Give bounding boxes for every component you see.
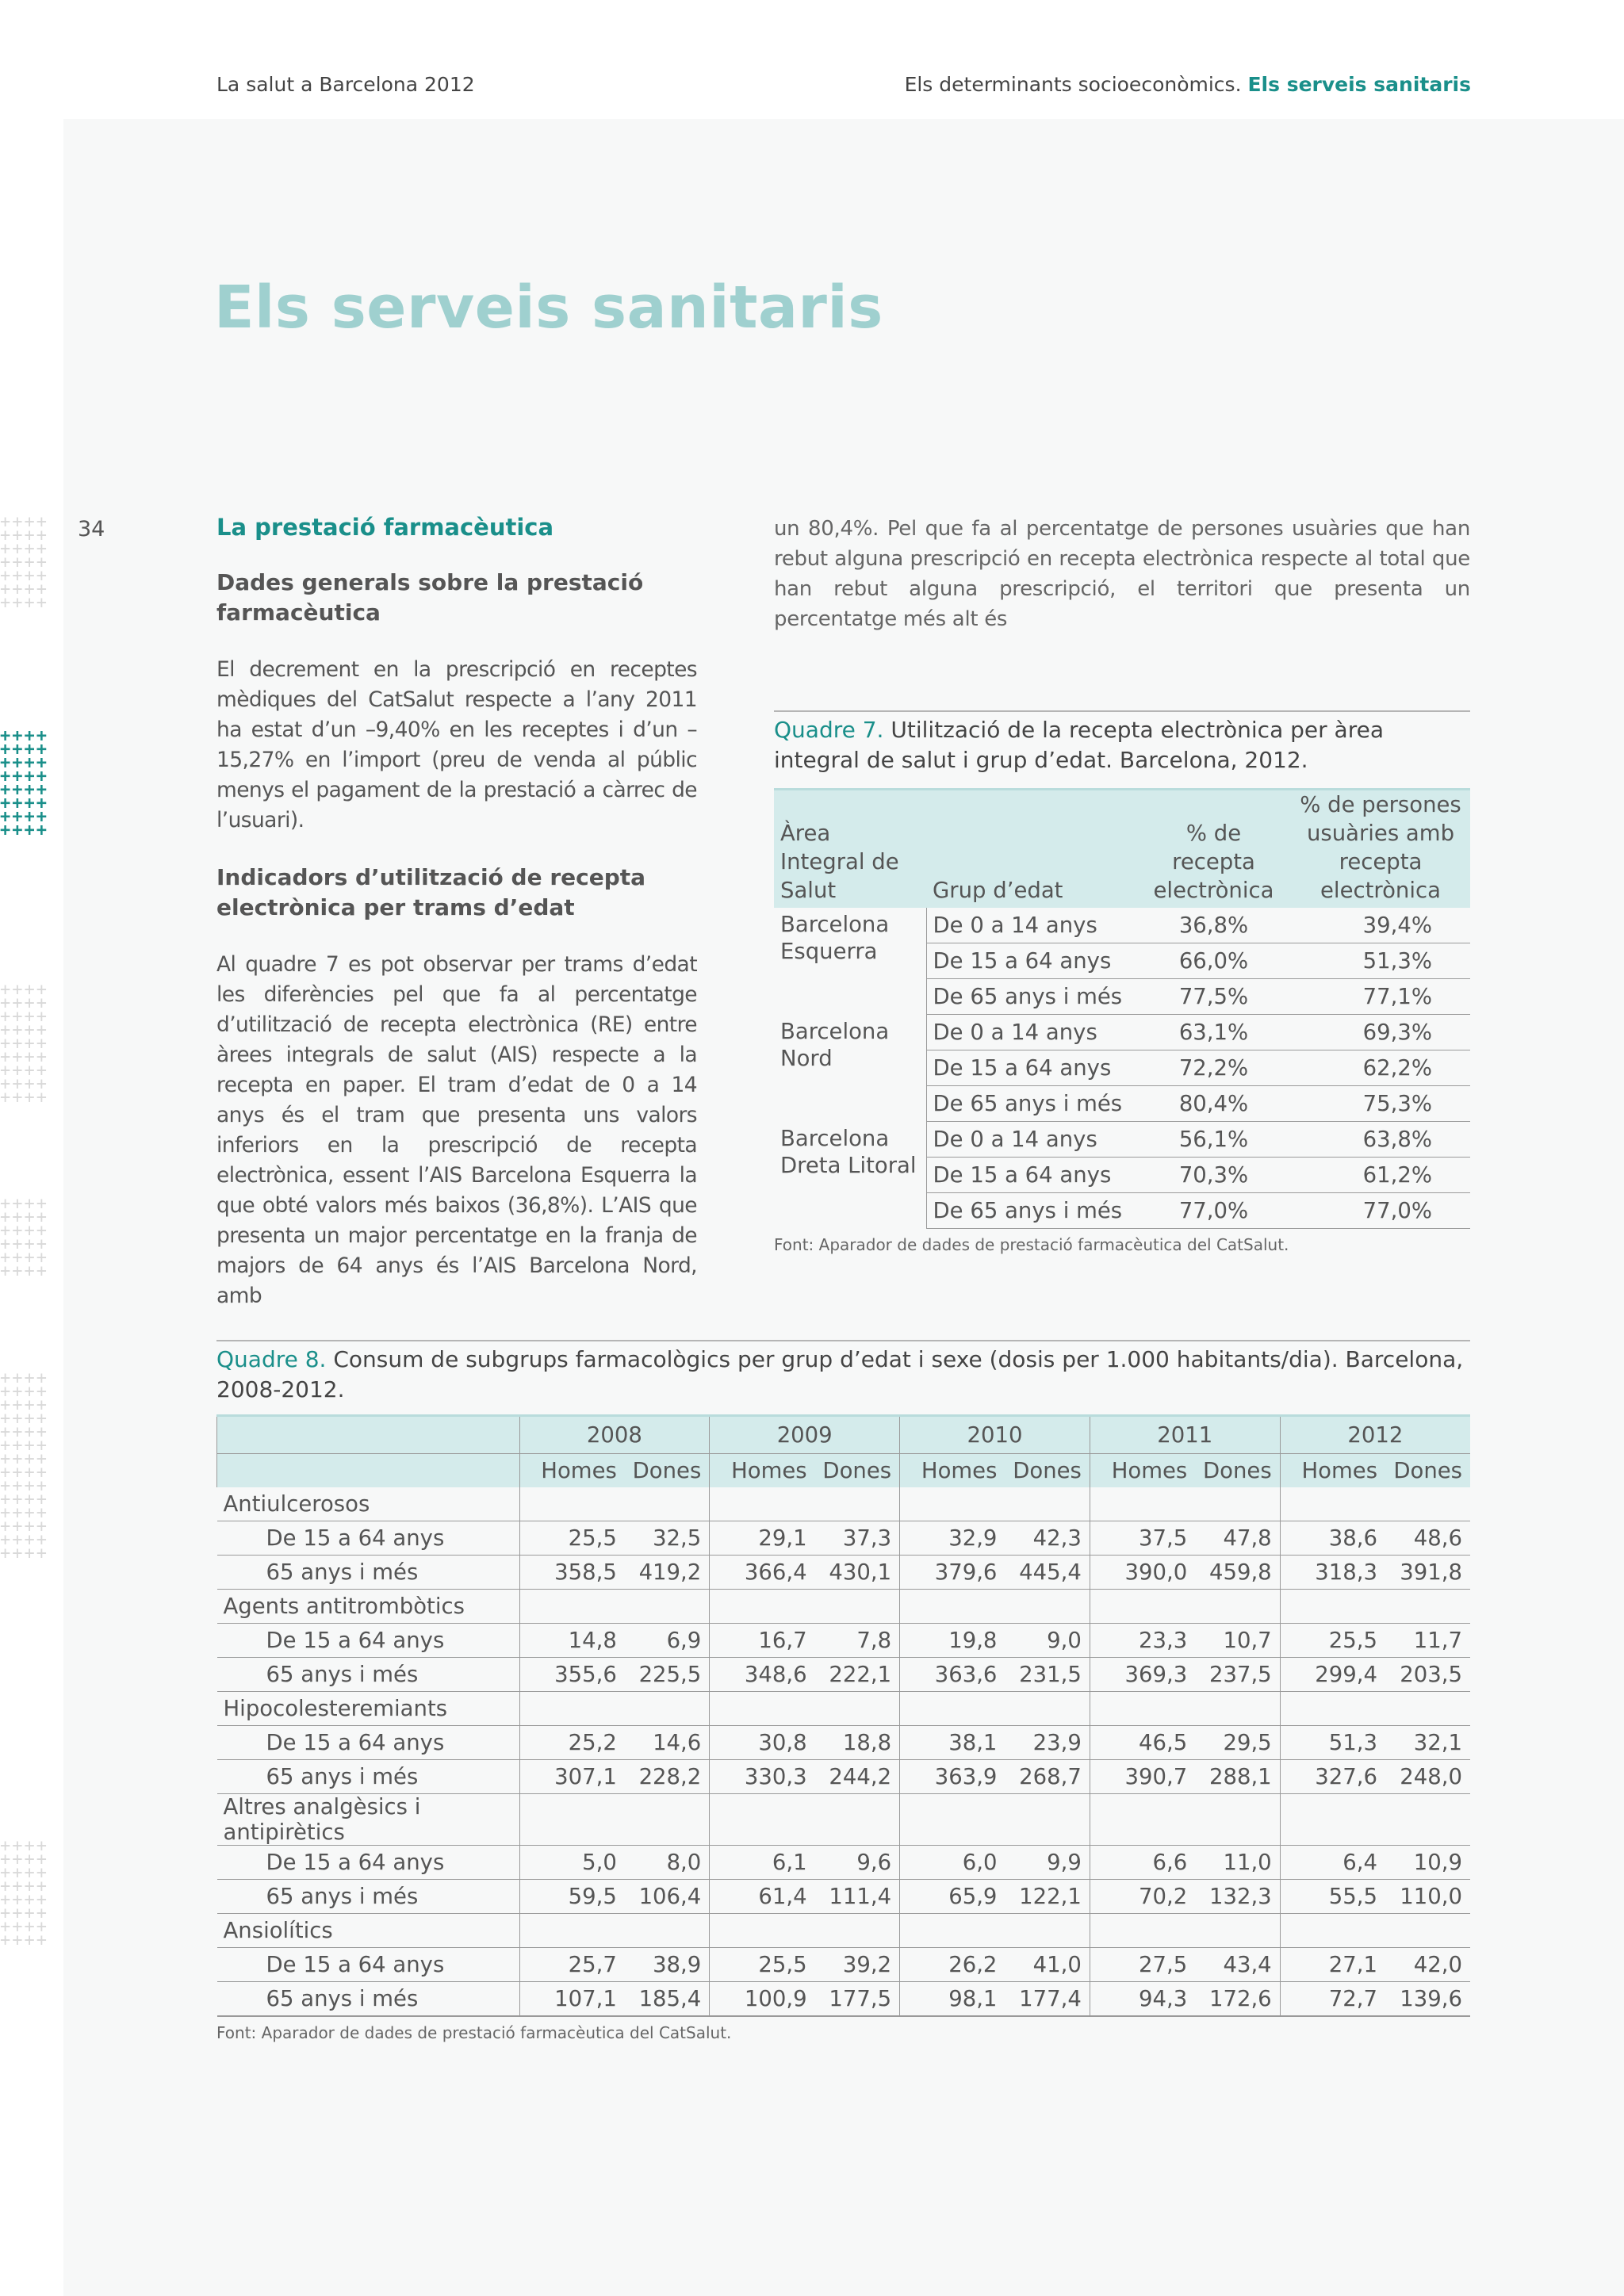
margin-dot-pattern: ++++ ++++ ++++ ++++ ++++ ++++ ++++ [0,512,48,613]
men-value-cell: 72,7 [1280,1982,1385,2017]
pct-re-cell: 36,8% [1136,908,1291,943]
quadre7-source: Font: Aparador de dades de prestació farmacèutica del CatSalut. [774,1235,1289,1254]
men-value-cell [710,1914,815,1948]
men-value-cell: 330,3 [710,1760,815,1794]
men-value-cell: 358,5 [519,1556,625,1590]
pct-re-cell: 77,0% [1136,1193,1291,1229]
women-value-cell: 228,2 [625,1760,710,1794]
men-value-cell [519,1590,625,1624]
women-value-cell [625,1692,710,1726]
women-value-cell: 38,9 [625,1948,710,1982]
men-value-cell [519,1914,625,1948]
men-value-cell: 327,6 [1280,1760,1385,1794]
header-women: Dones [625,1454,710,1488]
men-value-cell: 55,5 [1280,1880,1385,1914]
margin-dot-pattern: ++++ ++++ ++++ ++++ ++++ ++++ ++++ ++++ ++++ [0,980,48,1108]
men-value-cell: 65,9 [900,1880,1005,1914]
women-value-cell: 10,7 [1195,1624,1280,1658]
men-value-cell [519,1487,625,1521]
drug-group-label: Antiulcerosos [217,1487,520,1521]
women-value-cell: 231,5 [1005,1658,1090,1692]
men-value-cell: 70,2 [1090,1880,1195,1914]
men-value-cell: 61,4 [710,1880,815,1914]
women-value-cell: 9,6 [815,1846,900,1880]
men-value-cell: 348,6 [710,1658,815,1692]
margin-dot-pattern-accent: ++++ ++++ ++++ ++++ ++++ ++++ ++++ ++++ [0,726,48,840]
men-value-cell: 363,9 [900,1760,1005,1794]
women-value-cell [1195,1590,1280,1624]
men-value-cell: 6,0 [900,1846,1005,1880]
year-header-2012: 2012 [1280,1416,1470,1454]
men-value-cell: 318,3 [1280,1556,1385,1590]
page-number: 34 [78,517,105,541]
women-value-cell: 41,0 [1005,1948,1090,1982]
men-value-cell: 25,7 [519,1948,625,1982]
women-value-cell: 459,8 [1195,1556,1280,1590]
header-area: Àrea Integral de Salut [774,790,926,909]
women-value-cell: 203,5 [1385,1658,1470,1692]
pct-users-cell: 77,0% [1291,1193,1470,1229]
women-value-cell: 248,0 [1385,1760,1470,1794]
men-value-cell [1280,1794,1385,1846]
men-value-cell [519,1794,625,1846]
women-value-cell: 10,9 [1385,1846,1470,1880]
men-value-cell: 94,3 [1090,1982,1195,2017]
table-row [774,908,1470,943]
women-value-cell [1005,1692,1090,1726]
age-group-label: 65 anys i més [217,1880,520,1914]
header-blank-cell [217,1454,520,1488]
men-value-cell [1090,1692,1195,1726]
age-group-cell: De 0 a 14 anys [926,1015,1136,1050]
women-value-cell: 43,4 [1195,1948,1280,1982]
women-value-cell: 288,1 [1195,1760,1280,1794]
drug-group-row [217,1590,1471,1624]
women-value-cell: 39,2 [815,1948,900,1982]
women-value-cell [815,1590,900,1624]
women-value-cell: 14,6 [625,1726,710,1760]
age-group-cell: De 65 anys i més [926,979,1136,1015]
table-row [774,1015,1470,1050]
women-value-cell [625,1794,710,1846]
pct-users-cell: 39,4% [1291,908,1470,943]
header-men: Homes [1090,1454,1195,1488]
men-value-cell: 59,5 [519,1880,625,1914]
men-value-cell [710,1487,815,1521]
age-group-label: 65 anys i més [217,1760,520,1794]
women-value-cell: 37,3 [815,1521,900,1556]
women-value-cell [1005,1794,1090,1846]
men-value-cell [900,1692,1005,1726]
men-value-cell: 307,1 [519,1760,625,1794]
women-value-cell: 6,9 [625,1624,710,1658]
quadre8 [216,1340,1470,2042]
running-header-chapter: Els determinants socioeconòmics. [904,73,1248,96]
men-value-cell: 379,6 [900,1556,1005,1590]
women-value-cell: 445,4 [1005,1556,1090,1590]
women-value-cell: 7,8 [815,1624,900,1658]
header-pct-users: % de persones usuàries amb recepta electrònica [1291,790,1470,909]
pct-users-cell: 63,8% [1291,1122,1470,1158]
women-value-cell [815,1692,900,1726]
age-group-cell: De 65 anys i més [926,1193,1136,1229]
right-column [774,514,1470,1254]
year-header-2011: 2011 [1090,1416,1280,1454]
women-value-cell [815,1794,900,1846]
age-group-cell: De 15 a 64 anys [926,1050,1136,1086]
year-header-2010: 2010 [900,1416,1090,1454]
women-value-cell [1195,1794,1280,1846]
drug-group-row [217,1692,1471,1726]
drug-group-label: Hipocolesteremiants [217,1692,520,1726]
men-value-cell [1280,1590,1385,1624]
women-value-cell: 177,5 [815,1982,900,2017]
age-group-label: 65 anys i més [217,1982,520,2017]
quadre7-title: Utilització de la recepta electrònica per àrea integral de salut i grup d’edat. Barcelona, 2012. [774,717,1384,773]
women-value-cell [625,1590,710,1624]
men-value-cell [1280,1487,1385,1521]
pct-users-cell: 61,2% [1291,1158,1470,1193]
men-value-cell: 14,8 [519,1624,625,1658]
header-pct-re: % de recepta electrònica [1136,790,1291,909]
age-group-label: 65 anys i més [217,1658,520,1692]
table-row [774,1122,1470,1158]
quadre7-label: Quadre 7. [774,717,884,743]
quadre7-table [774,788,1470,1229]
women-value-cell [1195,1914,1280,1948]
women-value-cell: 185,4 [625,1982,710,2017]
men-value-cell: 369,3 [1090,1658,1195,1692]
running-header-right [905,73,1471,96]
women-value-cell: 419,2 [625,1556,710,1590]
women-value-cell [1385,1487,1470,1521]
area-name-cell: Barcelona Nord [780,1018,890,1071]
women-value-cell: 42,3 [1005,1521,1090,1556]
men-value-cell: 46,5 [1090,1726,1195,1760]
men-value-cell [1090,1914,1195,1948]
header-men: Homes [519,1454,625,1488]
women-value-cell: 111,4 [815,1880,900,1914]
women-value-cell: 122,1 [1005,1880,1090,1914]
header-women: Dones [1195,1454,1280,1488]
men-value-cell [1090,1590,1195,1624]
margin-dot-pattern: ++++ ++++ ++++ ++++ ++++ ++++ [0,1194,48,1281]
running-header-left: La salut a Barcelona 2012 [216,73,475,96]
men-value-cell: 38,6 [1280,1521,1385,1556]
year-header-row [217,1416,1471,1454]
women-value-cell [1005,1487,1090,1521]
men-value-cell: 29,1 [710,1521,815,1556]
men-value-cell: 6,1 [710,1846,815,1880]
header-group: Grup d’edat [926,790,1136,909]
header-men: Homes [710,1454,815,1488]
men-value-cell: 5,0 [519,1846,625,1880]
women-value-cell: 172,6 [1195,1982,1280,2017]
men-value-cell [900,1590,1005,1624]
women-value-cell: 391,8 [1385,1556,1470,1590]
women-value-cell: 47,8 [1195,1521,1280,1556]
women-value-cell [625,1487,710,1521]
running-header-section: Els serveis sanitaris [1247,73,1471,96]
age-group-label: De 15 a 64 anys [217,1948,520,1982]
women-value-cell: 225,5 [625,1658,710,1692]
men-value-cell: 355,6 [519,1658,625,1692]
women-value-cell [1385,1590,1470,1624]
age-group-cell: De 15 a 64 anys [926,1158,1136,1193]
quadre7-caption [774,710,1470,775]
women-value-cell: 8,0 [625,1846,710,1880]
table-row [217,1846,1471,1880]
women-value-cell [815,1487,900,1521]
women-value-cell [1005,1914,1090,1948]
heading-indicators: Indicadors d’utilització de recepta electrònica per trams d’edat [216,864,646,920]
pct-re-cell: 66,0% [1136,943,1291,979]
age-group-label: 65 anys i més [217,1556,520,1590]
women-value-cell: 268,7 [1005,1760,1090,1794]
women-value-cell [1385,1794,1470,1846]
pct-users-cell: 77,1% [1291,979,1470,1015]
men-value-cell: 37,5 [1090,1521,1195,1556]
area-name-cell: Barcelona Esquerra [780,912,890,964]
quadre8-head [217,1416,1471,1488]
men-value-cell: 98,1 [900,1982,1005,2017]
drug-group-label: Agents antitrombòtics [217,1590,520,1624]
heading-general-data: Dades generals sobre la prestació farmacèutica [216,569,644,626]
age-group-cell: De 15 a 64 anys [926,943,1136,979]
age-group-cell: De 0 a 14 anys [926,1122,1136,1158]
header-men: Homes [1280,1454,1385,1488]
table-row [217,1726,1471,1760]
men-value-cell: 19,8 [900,1624,1005,1658]
women-value-cell [1195,1692,1280,1726]
men-value-cell: 6,6 [1090,1846,1195,1880]
drug-group-label: Ansiolítics [217,1914,520,1948]
men-value-cell: 107,1 [519,1982,625,2017]
men-value-cell: 299,4 [1280,1658,1385,1692]
table-row [217,1624,1471,1658]
women-value-cell: 23,9 [1005,1726,1090,1760]
men-value-cell [710,1794,815,1846]
quadre8-caption [216,1340,1470,1405]
area-name-cell: Barcelona Dreta Litoral [780,1125,917,1178]
women-value-cell: 430,1 [815,1556,900,1590]
men-value-cell [710,1590,815,1624]
women-value-cell [625,1914,710,1948]
men-value-cell [710,1692,815,1726]
pct-users-cell: 69,3% [1291,1015,1470,1050]
men-value-cell: 27,5 [1090,1948,1195,1982]
pct-users-cell: 62,2% [1291,1050,1470,1086]
margin-dot-pattern: ++++ ++++ ++++ ++++ ++++ ++++ ++++ ++++ [0,1836,48,1950]
quadre7-body [774,908,1470,1229]
women-value-cell: 48,6 [1385,1521,1470,1556]
drug-group-row [217,1794,1471,1846]
women-value-cell: 222,1 [815,1658,900,1692]
subsection-title: La prestació farmacèutica [216,514,554,541]
pct-users-cell: 75,3% [1291,1086,1470,1122]
header-women: Dones [1005,1454,1090,1488]
men-value-cell [1090,1794,1195,1846]
men-value-cell: 25,5 [710,1948,815,1982]
men-value-cell: 6,4 [1280,1846,1385,1880]
men-value-cell [900,1914,1005,1948]
quadre8-source: Font: Aparador de dades de prestació farmacèutica del CatSalut. [216,2023,732,2042]
women-value-cell: 110,0 [1385,1880,1470,1914]
women-value-cell [815,1914,900,1948]
men-value-cell: 38,1 [900,1726,1005,1760]
women-value-cell: 106,4 [625,1880,710,1914]
men-value-cell: 32,9 [900,1521,1005,1556]
age-group-label: De 15 a 64 anys [217,1846,520,1880]
year-header-2009: 2009 [710,1416,900,1454]
age-group-label: De 15 a 64 anys [217,1624,520,1658]
age-group-label: De 15 a 64 anys [217,1726,520,1760]
women-value-cell: 18,8 [815,1726,900,1760]
quadre8-label: Quadre 8. [216,1346,327,1372]
pct-re-cell: 80,4% [1136,1086,1291,1122]
section-title: Els serveis sanitaris [214,274,883,342]
pct-re-cell: 77,5% [1136,979,1291,1015]
table-row [217,1982,1471,2017]
women-value-cell [1005,1590,1090,1624]
pct-re-cell: 70,3% [1136,1158,1291,1193]
men-value-cell: 25,5 [1280,1624,1385,1658]
quadre8-table [216,1414,1470,2017]
drug-group-label: Altres analgèsics i antipirètics [217,1794,520,1846]
men-value-cell [519,1692,625,1726]
men-value-cell: 27,1 [1280,1948,1385,1982]
table-row [217,1880,1471,1914]
age-group-cell: De 0 a 14 anys [926,908,1136,943]
men-value-cell [1280,1692,1385,1726]
men-value-cell: 366,4 [710,1556,815,1590]
table-row [217,1521,1471,1556]
men-value-cell: 51,3 [1280,1726,1385,1760]
women-value-cell: 244,2 [815,1760,900,1794]
women-value-cell: 9,0 [1005,1624,1090,1658]
quadre7 [774,710,1470,1254]
women-value-cell: 32,5 [625,1521,710,1556]
men-value-cell: 25,2 [519,1726,625,1760]
men-value-cell: 23,3 [1090,1624,1195,1658]
table-row [217,1658,1471,1692]
men-value-cell: 30,8 [710,1726,815,1760]
sex-header-row [217,1454,1471,1488]
women-value-cell: 11,0 [1195,1846,1280,1880]
women-value-cell: 139,6 [1385,1982,1470,2017]
pct-re-cell: 72,2% [1136,1050,1291,1086]
men-value-cell: 390,7 [1090,1760,1195,1794]
men-value-cell [1280,1914,1385,1948]
paragraph-continuation: un 80,4%. Pel que fa al percentatge de persones usuàries que han rebut alguna prescripció en recepta electrònica respecte al total que han rebut alguna prescripció, el territori que presenta un percentatge més alt és [774,517,1470,631]
women-value-cell [1385,1914,1470,1948]
paragraph-quadre7-intro: Al quadre 7 es pot observar per trams d’edat les diferències pel que fa al percentatge d’utilització de recepta electrònica (RE) entre àrees integrals de salut (AIS) respecte a la recepta en paper. El tram d’edat de 0 a 14 anys és el tram que presenta uns valors inferiors en la prescripció de recepta electrònica, essent l’AIS Barcelona Esquerra la que obté valors més baixos (36,8%). L’AIS que presenta un major percentatge en la franja de majors de 64 anys és l’AIS Barcelona Nord, amb [216,952,697,1308]
men-value-cell: 16,7 [710,1624,815,1658]
quadre8-body [217,1487,1471,2016]
women-value-cell: 177,4 [1005,1982,1090,2017]
men-value-cell [900,1487,1005,1521]
header-women: Dones [815,1454,900,1488]
pct-re-cell: 63,1% [1136,1015,1291,1050]
men-value-cell [900,1794,1005,1846]
women-value-cell [1195,1487,1280,1521]
women-value-cell: 9,9 [1005,1846,1090,1880]
women-value-cell: 132,3 [1195,1880,1280,1914]
drug-group-row [217,1914,1471,1948]
header-men: Homes [900,1454,1005,1488]
age-group-cell: De 65 anys i més [926,1086,1136,1122]
men-value-cell: 100,9 [710,1982,815,2017]
men-value-cell: 363,6 [900,1658,1005,1692]
women-value-cell: 29,5 [1195,1726,1280,1760]
women-value-cell [1385,1692,1470,1726]
pct-re-cell: 56,1% [1136,1122,1291,1158]
men-value-cell: 26,2 [900,1948,1005,1982]
women-value-cell: 11,7 [1385,1624,1470,1658]
men-value-cell [1090,1487,1195,1521]
women-value-cell: 237,5 [1195,1658,1280,1692]
drug-group-row [217,1487,1471,1521]
quadre8-title: Consum de subgrups farmacològics per grup d’edat i sexe (dosis per 1.000 habitants/dia). Barcelona, 2008-2012. [216,1346,1464,1402]
margin-dot-pattern: ++++ ++++ ++++ ++++ ++++ ++++ ++++ ++++ ++++ ++++ ++++ ++++ ++++ ++++ [0,1368,48,1563]
header-women: Dones [1385,1454,1470,1488]
women-value-cell: 32,1 [1385,1726,1470,1760]
age-group-label: De 15 a 64 anys [217,1521,520,1556]
year-header-2008: 2008 [519,1416,710,1454]
women-value-cell: 42,0 [1385,1948,1470,1982]
table-row [217,1760,1471,1794]
men-value-cell: 390,0 [1090,1556,1195,1590]
pct-users-cell: 51,3% [1291,943,1470,979]
paragraph-decrement: El decrement en la prescripció en receptes mèdiques del CatSalut respecte a l’any 2011 ha estat d’un –9,40% en les receptes i d’un –15,27% en l’import (preu de venda al públic menys el pagament de la prestació a càrrec de l’usuari). [216,657,697,832]
left-column [216,514,697,1338]
table-row [217,1556,1471,1590]
table-row [217,1948,1471,1982]
header-blank-cell [217,1416,520,1454]
men-value-cell: 25,5 [519,1521,625,1556]
